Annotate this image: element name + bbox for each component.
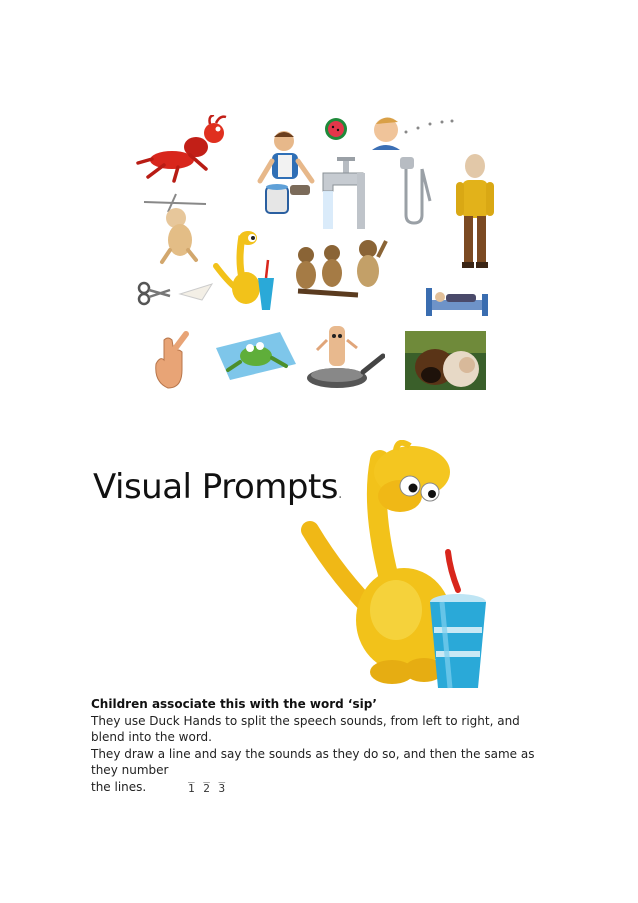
pan-character-clipart — [303, 320, 385, 392]
watermelon-clipart — [322, 116, 350, 142]
scissors-clipart — [136, 280, 216, 306]
boy-blowing-clipart — [370, 110, 456, 154]
body-line-1: They use Duck Hands to split the speech sounds, from left to right, and blend into the word. — [91, 713, 520, 744]
body-line-3: they number — [91, 763, 169, 777]
dog-and-cat-photo — [405, 331, 486, 390]
body-line-4: the lines. — [91, 779, 147, 794]
helicopter-cat-clipart — [140, 190, 210, 265]
ant-clipart — [134, 115, 234, 185]
tap-clipart — [315, 155, 370, 230]
page-title-text: Visual Prompts — [93, 467, 338, 507]
boy-drumming-clipart — [254, 127, 319, 217]
numbered-lines — [188, 771, 226, 795]
numbered-dashes: _ _ _ — [188, 770, 227, 783]
page-title-dot: . — [338, 486, 342, 502]
large-dinosaur-sipping-clipart — [300, 440, 500, 690]
safety-pin-clipart — [396, 155, 436, 227]
hand-sign-clipart — [148, 330, 192, 392]
frog-on-mat-clipart — [210, 328, 300, 382]
man-standing-clipart — [452, 152, 498, 270]
body-heading: Children associate this with the word ‘sip’ — [91, 697, 377, 711]
body-line-2: They draw a line and say the sounds as they do so, and then the same as — [91, 746, 535, 761]
man-in-bed-clipart — [424, 284, 490, 318]
body-text — [91, 696, 551, 795]
dinosaur-drinking-clipart — [212, 226, 282, 311]
monkeys-clipart — [288, 237, 388, 305]
numbered-digits: 1 2 3 — [188, 782, 227, 795]
